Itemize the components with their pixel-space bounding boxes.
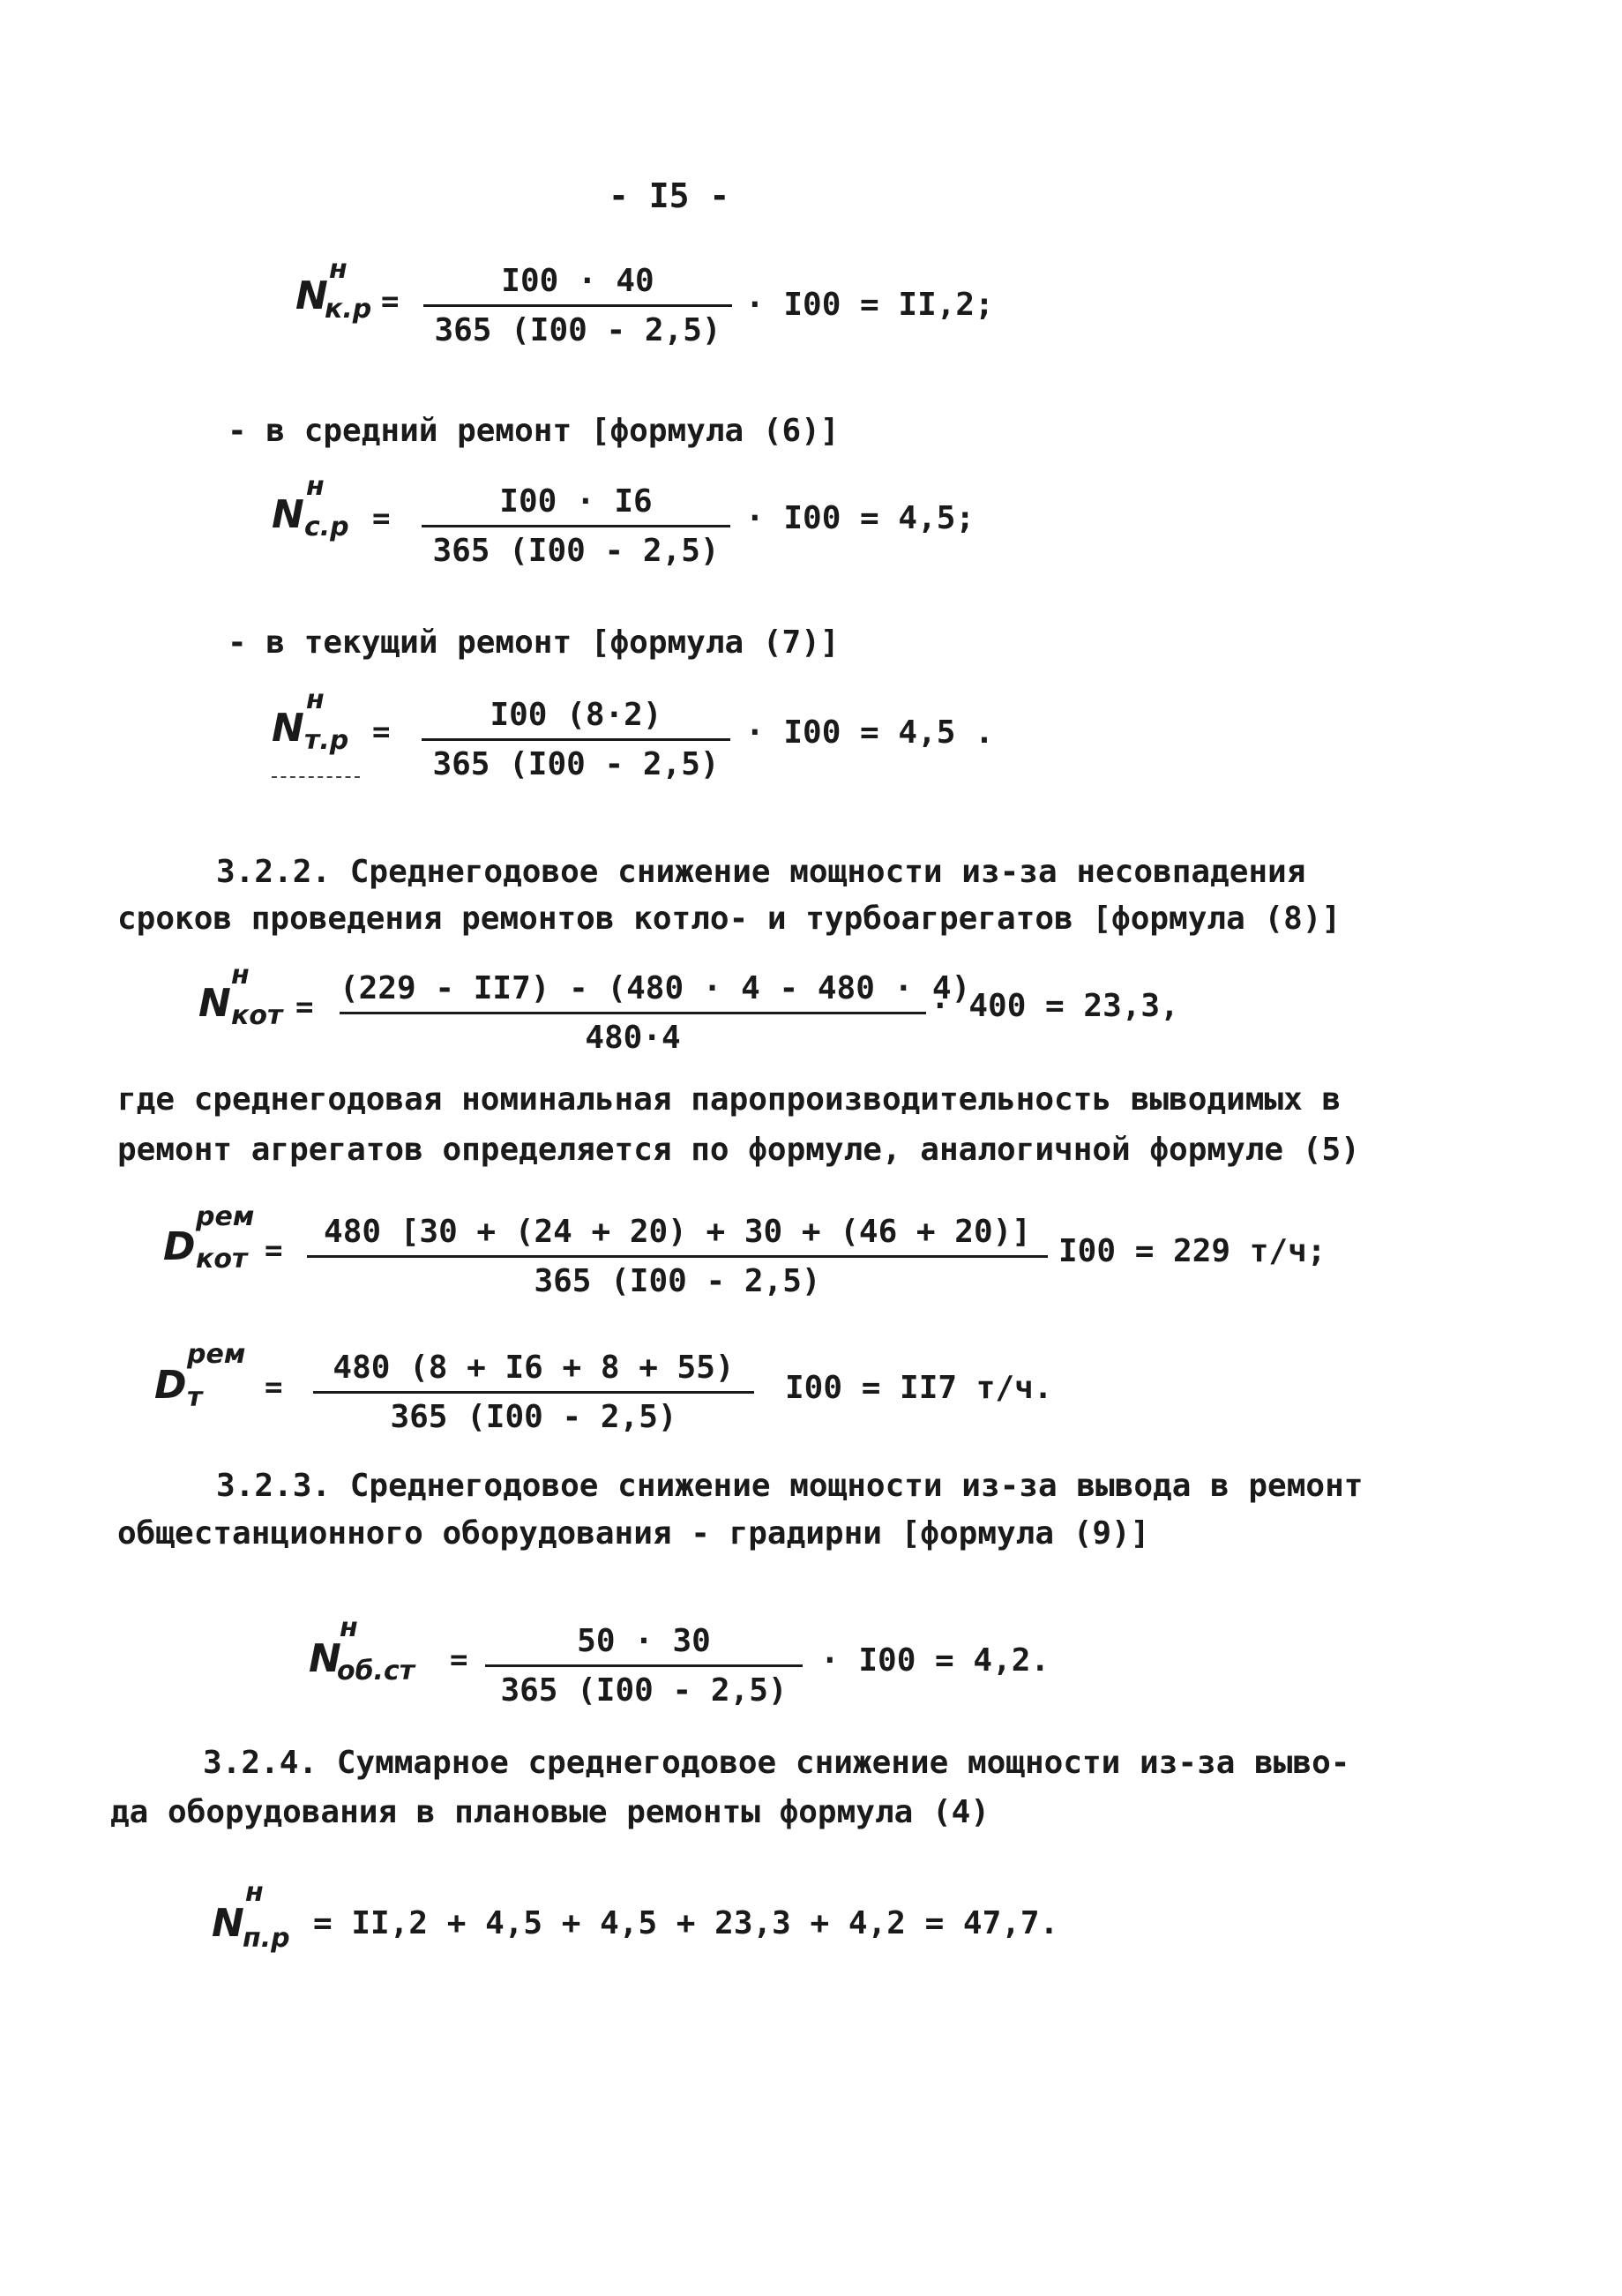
numerator: 480 (8 + I6 + 8 + 55)	[333, 1350, 735, 1386]
formula-result: · I00 = 4,2.	[820, 1642, 1050, 1679]
numerator: 480 [30 + (24 + 20) + 30 + (46 + 20)]	[324, 1214, 1031, 1250]
section-paragraph-line: 3.2.2. Среднегодовое снижение мощности из-за несовпадения	[216, 854, 1306, 890]
denominator: 365 (I00 - 2,5)	[434, 312, 721, 348]
numerator: I00 · I6	[499, 483, 653, 520]
formula-superscript: рем	[196, 1201, 255, 1232]
formula-result: I00 = 229 т/ч;	[1058, 1233, 1327, 1269]
formula-symbol: N	[272, 492, 304, 537]
fraction	[307, 1214, 1048, 1299]
page-number: - I5 -	[609, 176, 730, 215]
formula-subscript: об.ст	[337, 1656, 415, 1686]
denominator: 365 (I00 - 2,5)	[534, 1263, 821, 1299]
fraction-bar	[307, 1255, 1048, 1258]
formula-superscript: рем	[187, 1339, 246, 1370]
section-paragraph-line: 3.2.4. Суммарное среднегодовое снижение мощности из-за выво-	[203, 1745, 1350, 1781]
fraction	[313, 1350, 754, 1435]
formula-result: · I00 = 4,5 .	[745, 714, 994, 751]
fraction-bar	[423, 304, 732, 307]
formula-result: I00 = II7 т/ч.	[785, 1370, 1053, 1406]
fraction	[423, 263, 732, 348]
equals-sign: =	[265, 1370, 283, 1405]
formula-superscript: н	[340, 1612, 358, 1643]
formula-superscript: н	[329, 254, 348, 285]
numerator: I00 (8·2)	[490, 697, 662, 733]
section-paragraph-line: общестанционного оборудования - градирни [формула (9)]	[117, 1515, 1150, 1552]
fraction-bar	[313, 1391, 754, 1394]
equals-sign: =	[265, 1233, 283, 1268]
fraction-bar	[422, 738, 730, 741]
formula-symbol: N	[295, 273, 328, 318]
numerator: 50 · 30	[577, 1623, 711, 1659]
numerator: (229 - II7) - (480 · 4 - 480 · 4)	[340, 970, 971, 1006]
formula-subscript: к.р	[325, 294, 372, 325]
fraction	[340, 970, 971, 1056]
formula-result: · 400 = 23,3,	[931, 988, 1179, 1024]
equals-sign: =	[295, 990, 314, 1025]
section-paragraph-line: сроков проведения ремонтов котло- и турбоагрегатов [формула (8)]	[117, 901, 1342, 937]
item-tekuschij-remont: - в текущий ремонт [формула (7)]	[228, 624, 840, 661]
formula-symbol: N	[198, 981, 231, 1026]
where-line: где среднегодовая номинальная паропроизводительность выводимых в	[117, 1081, 1342, 1118]
denominator: 480·4	[585, 1020, 681, 1056]
formula-symbol: D	[154, 1363, 187, 1408]
formula-superscript: н	[306, 471, 325, 502]
formula-subscript: с.р	[304, 512, 349, 542]
item-srednij-remont: - в средний ремонт [формула (6)]	[228, 413, 840, 449]
fraction-bar	[485, 1664, 803, 1667]
formula-subscript: т	[187, 1382, 203, 1413]
fraction-bar	[422, 525, 730, 527]
formula-result: · I00 = II,2;	[745, 287, 994, 323]
fraction-bar	[340, 1012, 926, 1014]
formula-superscript: н	[231, 960, 250, 991]
formula-subscript: п.р	[243, 1923, 290, 1954]
fraction	[422, 483, 730, 569]
dashed-underline	[272, 776, 360, 778]
denominator: 365 (I00 - 2,5)	[432, 533, 720, 569]
formula-symbol: N	[212, 1901, 244, 1946]
equals-sign: =	[381, 284, 400, 319]
denominator: 365 (I00 - 2,5)	[432, 746, 720, 782]
denominator: 365 (I00 - 2,5)	[390, 1399, 677, 1435]
formula-symbol: D	[163, 1224, 196, 1269]
formula-subscript: кот	[231, 1000, 283, 1031]
formula-symbol: N	[309, 1636, 341, 1681]
denominator: 365 (I00 - 2,5)	[500, 1672, 788, 1709]
section-paragraph-line: 3.2.3. Среднегодовое снижение мощности из-за вывода в ремонт	[216, 1468, 1364, 1504]
formula-subscript: кот	[196, 1244, 248, 1275]
equals-sign: =	[372, 501, 391, 536]
formula-subscript: т.р	[304, 725, 349, 756]
formula-symbol: N	[272, 706, 304, 751]
formula-superscript: н	[306, 684, 325, 715]
where-line: ремонт агрегатов определяется по формуле, аналогичной формуле (5)	[117, 1132, 1360, 1168]
formula-superscript: н	[245, 1877, 264, 1908]
equals-sign: =	[372, 714, 391, 750]
formula-result: = II,2 + 4,5 + 4,5 + 23,3 + 4,2 = 47,7.	[313, 1905, 1059, 1941]
formula-result: · I00 = 4,5;	[745, 500, 975, 536]
section-paragraph-line: да оборудования в плановые ремонты формула (4)	[110, 1794, 990, 1830]
fraction	[485, 1623, 803, 1709]
fraction	[422, 697, 730, 782]
equals-sign: =	[450, 1642, 468, 1678]
numerator: I00 · 40	[501, 263, 654, 299]
